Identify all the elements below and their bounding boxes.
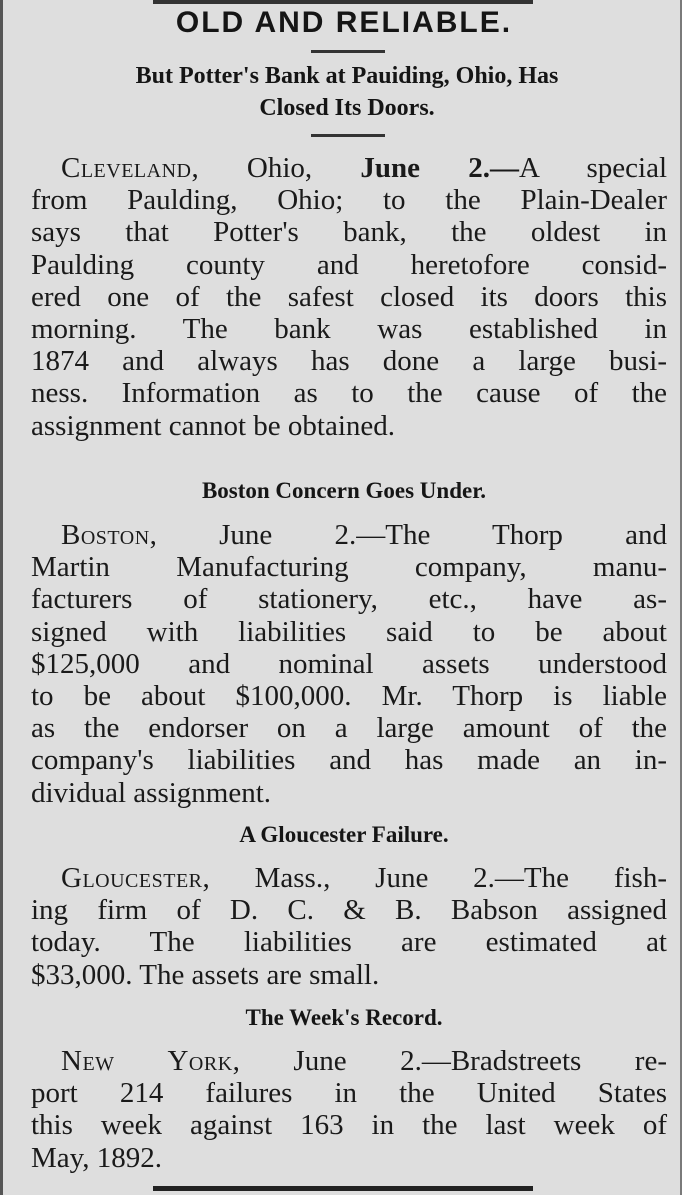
text-line: morning. The bank was established in: [31, 313, 667, 346]
text-line: from Paulding, Ohio; to the Plain-Dealer: [31, 184, 667, 217]
dateline-rest: , Mass., June 2.—The fish-: [202, 862, 667, 894]
text-line: port 214 failures in the United States: [31, 1077, 667, 1110]
text-line: assignment cannot be obtained.: [31, 409, 396, 442]
dateline: Gloucester: [61, 862, 203, 894]
text-line: facturers of stationery, etc., have as-: [31, 583, 667, 616]
text-line: dividual assignment.: [31, 776, 272, 809]
paragraph-gloucester: [31, 862, 667, 991]
deck-line-1: But Potter's Bank at Pauiding, Ohio, Has: [135, 63, 559, 89]
paragraph-first-line: [31, 519, 667, 551]
text-line: Paulding county and heretofore consid-: [31, 248, 667, 281]
text-line: to be about $100,000. Mr. Thorp is liable: [31, 680, 667, 713]
text-line: today. The liabilities are estimated at: [31, 926, 667, 959]
text-line: ing firm of D. C. & B. Babson assigned: [31, 894, 667, 927]
dateline-rest: , June 2.—Bradstreets re-: [232, 1045, 667, 1077]
text-line: this week against 163 in the last week of: [31, 1109, 667, 1142]
paragraph-first-line: [31, 152, 667, 184]
paragraph-boston: [31, 519, 667, 809]
text-line: ness. Information as to the cause of the: [31, 377, 667, 410]
dateline: New York: [61, 1045, 233, 1077]
text-line: company's liabilities and has made an in-: [31, 744, 667, 777]
deck-divider: [311, 134, 385, 137]
text-line: says that Potter's bank, the oldest in: [31, 216, 667, 249]
dateline: Boston: [61, 519, 150, 551]
paragraph-first-line: [31, 862, 667, 894]
subhead-boston: Boston Concern Goes Under.: [201, 478, 487, 503]
paragraph-first-line: [31, 1045, 667, 1077]
dateline: Cleveland: [61, 152, 192, 184]
article-deck: [17, 60, 677, 124]
dateline-rest: , Ohio,: [191, 152, 361, 184]
paragraph-cleveland: [31, 152, 667, 442]
text-line: May, 1892.: [31, 1141, 163, 1174]
date-bold: June 2.—: [360, 152, 519, 184]
text-line: $125,000 and nominal assets understood: [31, 647, 667, 680]
article-headline: OLD AND RELIABLE.: [175, 6, 513, 39]
text-line: Martin Manufacturing company, manu-: [31, 551, 667, 584]
paragraph-new-york: [31, 1045, 667, 1174]
text-line: $33,000. The assets are small.: [31, 958, 380, 991]
subhead-weeks-record: The Week's Record.: [245, 1005, 443, 1030]
deck-line-2: Closed Its Doors.: [259, 95, 435, 121]
text-line: 1874 and always has done a large busi-: [31, 345, 667, 378]
subhead-gloucester: A Gloucester Failure.: [239, 822, 449, 847]
text-line: ered one of the safest closed its doors this: [31, 280, 667, 313]
top-column-rule: [153, 0, 533, 4]
dateline-rest: , June 2.—The Thorp and: [149, 519, 667, 551]
bottom-column-rule: [153, 1186, 533, 1191]
headline-divider: [311, 50, 385, 53]
text-line: signed with liabilities said to be about: [31, 615, 667, 648]
first-line-tail: A special: [518, 152, 668, 184]
text-line: as the endorser on a large amount of the: [31, 712, 667, 745]
